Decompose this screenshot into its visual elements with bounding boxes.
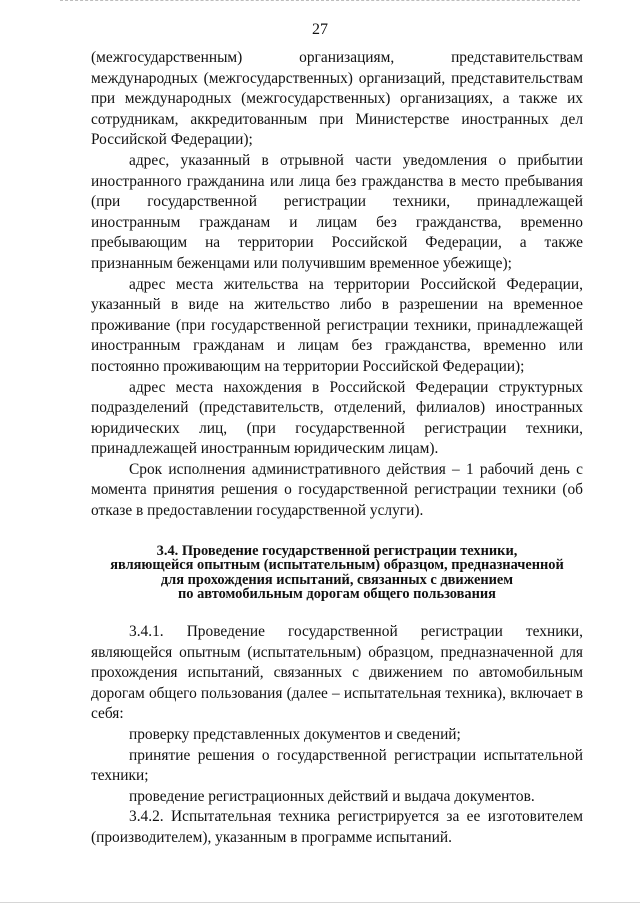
paragraph-address-subdivisions: адрес места нахождения в Российской Федерации структурных подразделений (представительств, отделений, филиалов) иностранных юридических лиц, (при государственной регистрации техники, принадлежащей иностранным юридическим лицам).	[91, 378, 583, 458]
section-heading-line: по автомобильным дорогам общего пользования	[178, 586, 496, 603]
scan-edge-bottom	[0, 902, 640, 903]
spacer	[91, 602, 583, 622]
document-body	[91, 48, 583, 849]
scan-edge-top	[60, 0, 580, 2]
paragraph-3-4-2: 3.4.2. Испытательная техника регистрируется за ее изготовителем (производителем), указанным в программе испытаний.	[91, 808, 583, 846]
paragraph-address-notification: адрес, указанный в отрывной части уведомления о прибытии иностранного гражданина или лица без гражданства в место пребывания (при государственной регистрации техники, принадлежащей иностранным гражданам и лицам без гражданства, временно пребывающим на территории Российской Федерации, а также признанным беженцами или получившим временное убежище);	[91, 151, 583, 272]
section-heading-line: являющейся опытным (испытательным) образцом, предназначенной	[110, 557, 564, 574]
section-heading	[91, 544, 583, 602]
paragraph-continuation: (межгосударственным) организациям, представительствам международных (межгосударственных) организаций, представительствам при международных (межгосударственных) организациях, а также их сотрудникам, аккредитованным при Министерстве иностранных дел Российской Федерации);	[91, 49, 583, 149]
paragraph-3-4-1: 3.4.1. Проведение государственной регистрации техники, являющейся опытным (испытательным) образцом, предназначенной для прохождения испытаний, связанных с движением по автомобильным дорогам общего пользования (далее – испытательная техника), включает в себя:	[91, 623, 583, 723]
page-number: 27	[312, 21, 328, 38]
section-heading-line: 3.4. Проведение государственной регистрации техники,	[156, 542, 518, 559]
paragraph-address-residence: адрес места жительства на территории Российской Федерации, указанный в виде на жительство либо в разрешении на временное проживание (при государственной регистрации техники, принадлежащей иностранным гражданам и лицам без гражданства, временно или постоянно проживающим на территории Российской Федерации);	[91, 275, 583, 375]
list-item-registration-actions: проведение регистрационных действий и выдача документов.	[129, 787, 535, 805]
section-heading-line: для прохождения испытаний, связанных с движением	[160, 571, 514, 588]
list-item-check-documents: проверку представленных документов и сведений;	[129, 726, 461, 743]
list-item-decision: принятие решения о государственной регистрации испытательной техники;	[91, 746, 583, 785]
paragraph-deadline: Срок исполнения административного действия – 1 рабочий день с момента принятия решения о государственной регистрации техники (об отказе в предоставлении государственной услуги).	[91, 460, 583, 520]
